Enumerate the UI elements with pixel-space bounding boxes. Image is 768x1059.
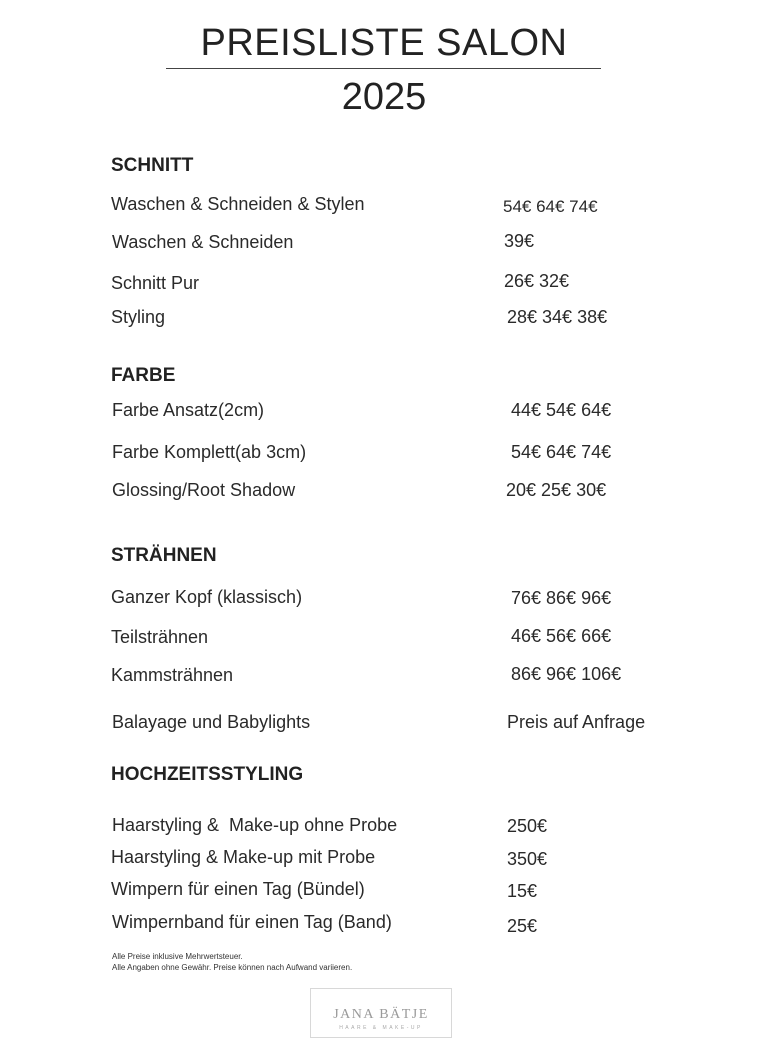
service-price: Preis auf Anfrage xyxy=(507,712,646,732)
service-price: 76€ 86€ 96€ xyxy=(511,588,612,608)
service-name: Farbe Ansatz(2cm) xyxy=(112,400,265,420)
logo-subtitle: HAARE & MAKE-UP xyxy=(339,1025,423,1031)
service-name: Wimpern für einen Tag (Bündel) xyxy=(111,879,365,899)
title-divider xyxy=(166,68,601,69)
service-name: Waschen & Schneiden & Stylen xyxy=(111,194,365,214)
service-price: 54€ 64€ 74€ xyxy=(511,442,612,462)
service-price: 28€ 34€ 38€ xyxy=(507,307,608,327)
service-price: 54€ 64€ 74€ xyxy=(503,197,598,216)
service-price: 20€ 25€ 30€ xyxy=(506,480,607,500)
page-title: PREISLISTE SALON xyxy=(200,22,568,64)
service-name: Ganzer Kopf (klassisch) xyxy=(111,587,303,607)
service-price: 44€ 54€ 64€ xyxy=(511,400,612,420)
service-price: 86€ 96€ 106€ xyxy=(511,664,622,684)
service-price: 250€ xyxy=(507,816,548,836)
service-name: Styling xyxy=(111,307,166,327)
service-name: Haarstyling & Make-up ohne Probe xyxy=(112,815,398,835)
service-name: Teilsträhnen xyxy=(111,627,209,647)
footer-note xyxy=(112,951,352,973)
logo-name: JANA BÄTJE xyxy=(333,1007,429,1022)
service-name: Waschen & Schneiden xyxy=(112,232,294,252)
section-heading-farbe: FARBE xyxy=(111,365,176,386)
service-name: Glossing/Root Shadow xyxy=(112,480,296,500)
service-price: 350€ xyxy=(507,849,548,869)
footer-note-line: Alle Angaben ohne Gewähr. Preise können nach Aufwand variieren. xyxy=(112,963,353,972)
service-name: Schnitt Pur xyxy=(111,273,200,293)
service-price: 46€ 56€ 66€ xyxy=(511,626,612,646)
service-name: Farbe Komplett(ab 3cm) xyxy=(112,442,307,462)
service-name: Kammsträhnen xyxy=(111,665,234,685)
salon-logo xyxy=(310,988,452,1038)
service-name: Balayage und Babylights xyxy=(112,712,311,732)
service-price: 15€ xyxy=(507,881,538,901)
service-name: Haarstyling & Make-up mit Probe xyxy=(111,847,376,867)
section-heading-straehnen: STRÄHNEN xyxy=(111,545,217,566)
section-heading-hochzeitsstyling: HOCHZEITSSTYLING xyxy=(111,764,304,785)
service-name: Wimpernband für einen Tag (Band) xyxy=(112,912,392,932)
service-price: 26€ 32€ xyxy=(504,271,570,291)
service-price: 39€ xyxy=(504,231,535,251)
section-heading-schnitt: SCHNITT xyxy=(111,155,194,176)
service-price: 25€ xyxy=(507,916,538,936)
footer-note-line: Alle Preise inklusive Mehrwertsteuer. xyxy=(112,952,243,961)
page-year: 2025 xyxy=(341,76,427,118)
